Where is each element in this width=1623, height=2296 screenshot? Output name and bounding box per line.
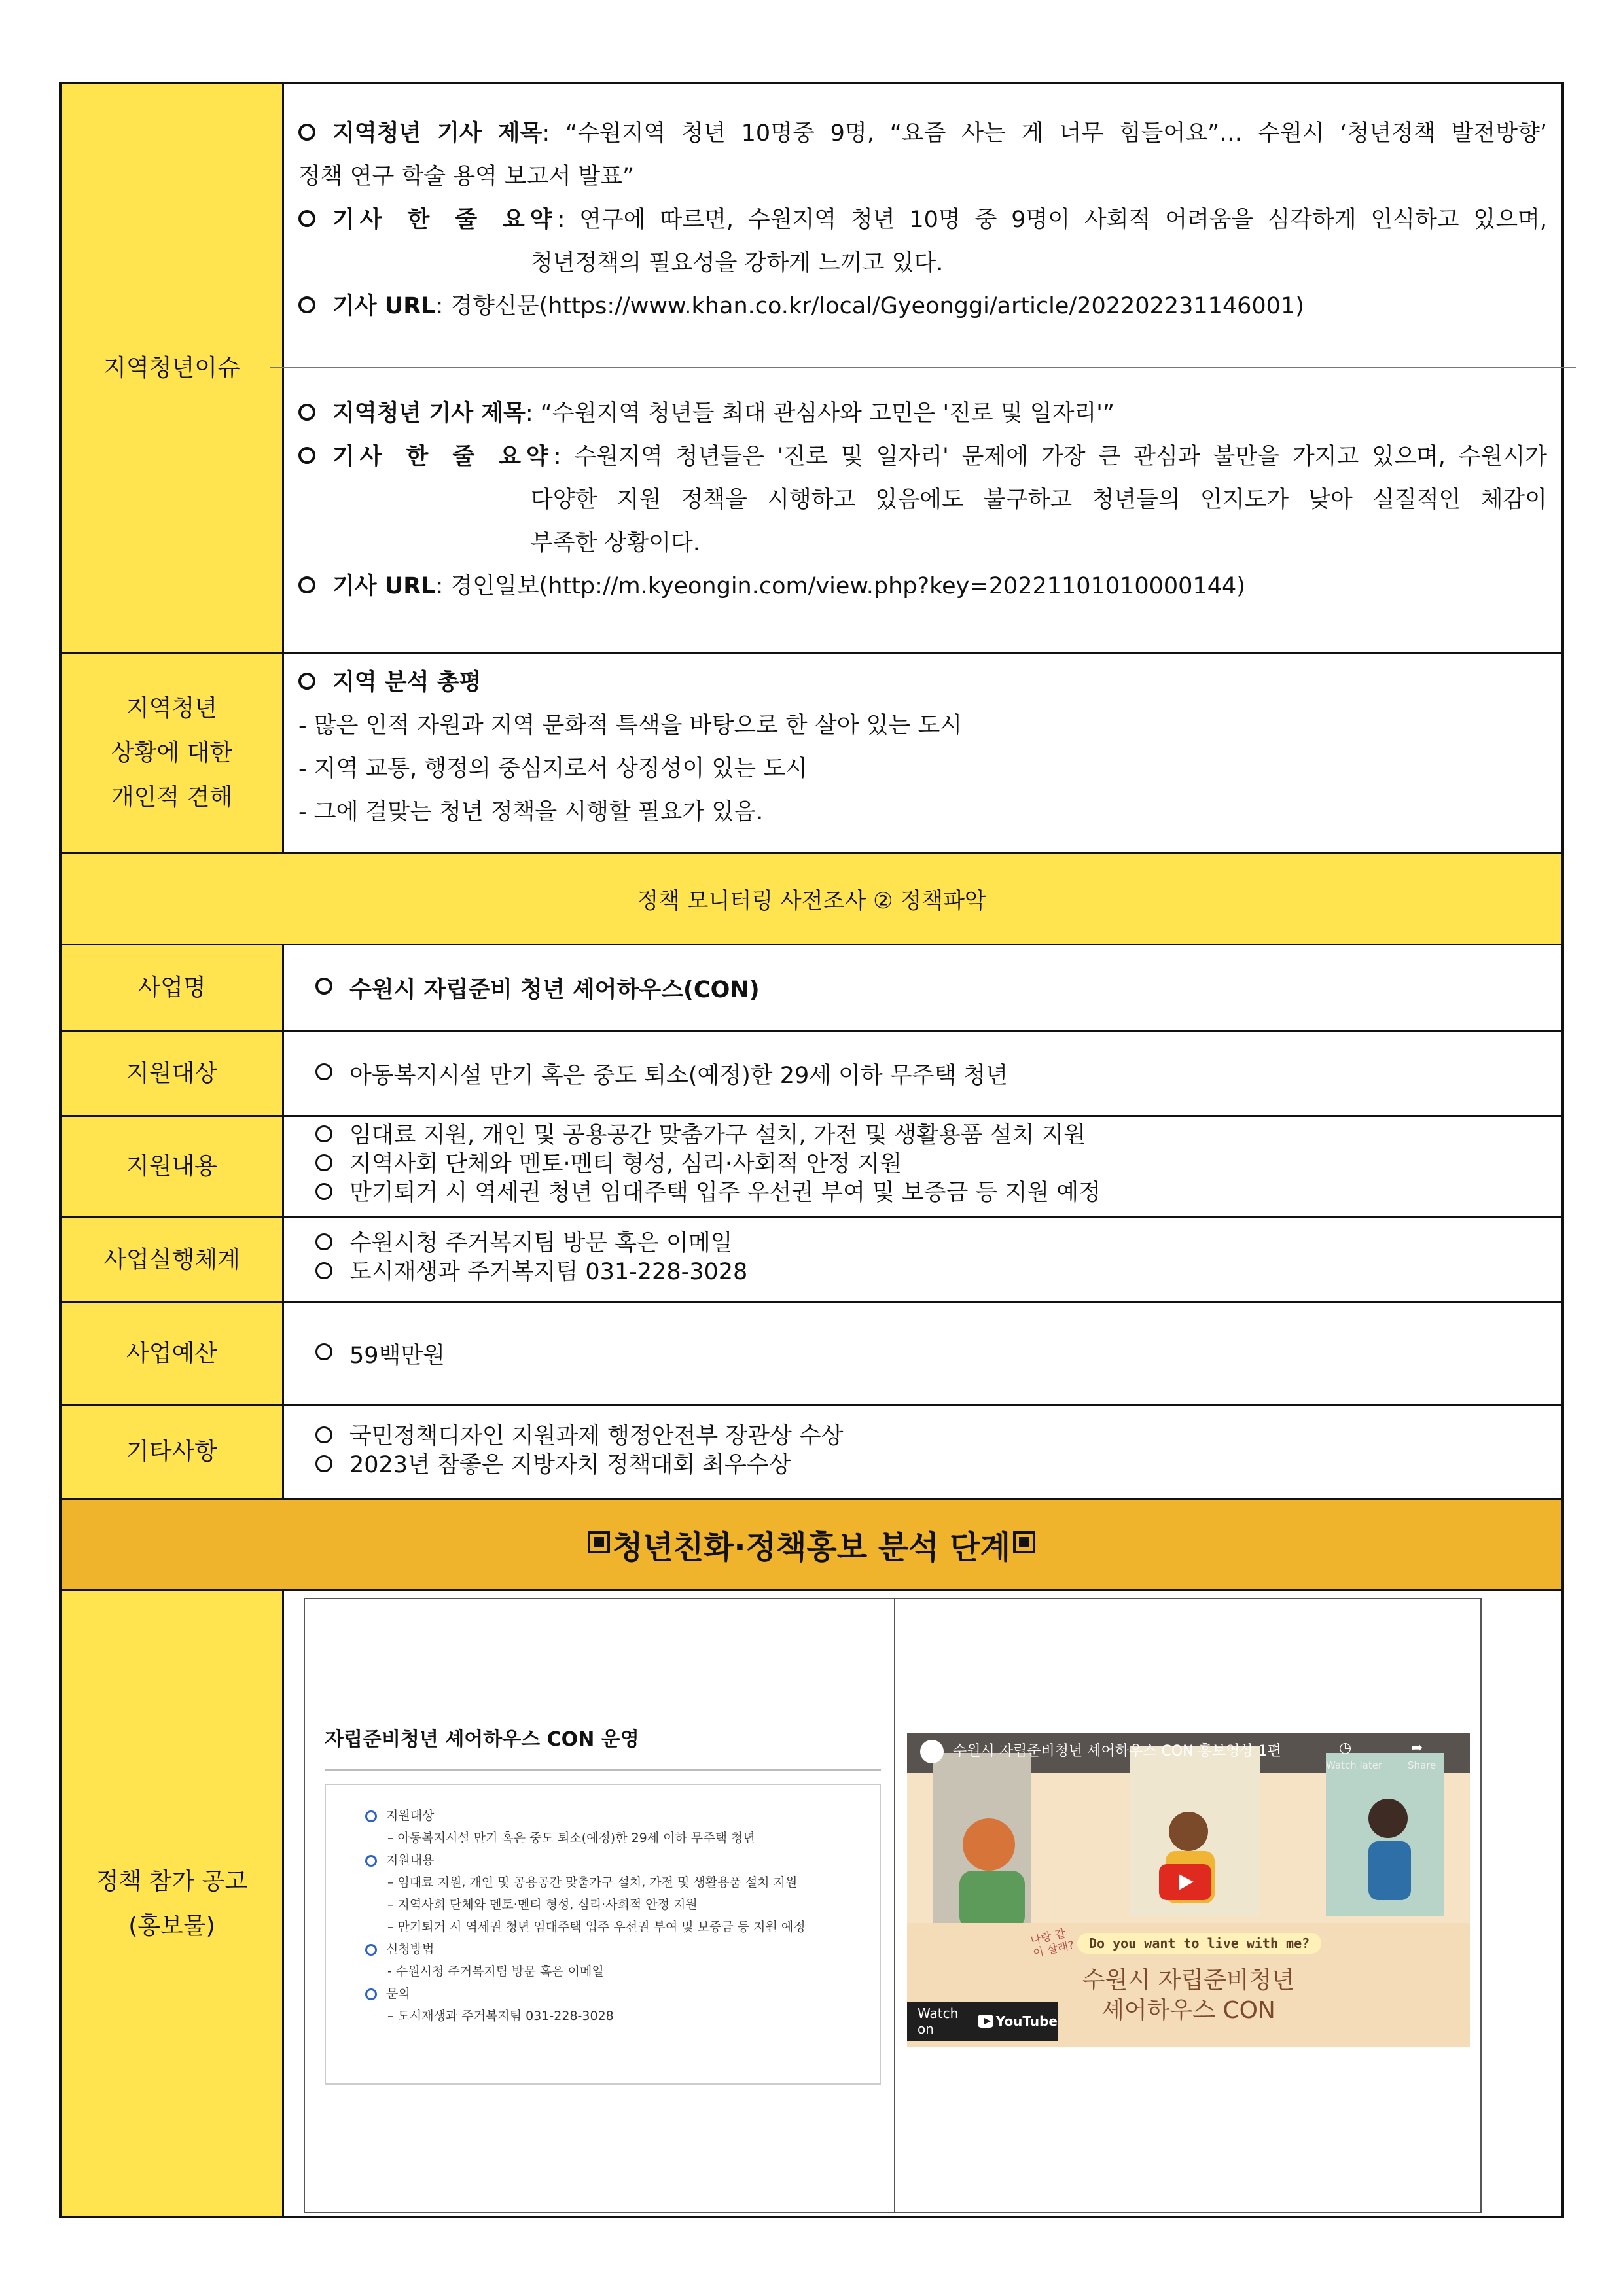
ring-bullet-icon — [365, 1855, 377, 1867]
opinion-label — [62, 654, 284, 852]
target-value: 아동복지시설 만기 혹은 중도 퇴소(예정)한 29세 이하 무주택 청년 — [349, 1062, 1008, 1089]
article-url-label: 기사 URL — [332, 293, 436, 319]
video-caption-1: 수원시 자립준비청년 — [1082, 1967, 1295, 1994]
support-item: 만기퇴거 시 역세권 청년 임대주택 입주 우선권 부여 및 보증금 등 지원 예정 — [349, 1180, 1101, 1206]
video-title[interactable]: 수원시 자립준비청년 셰어하우스 CON 홍보영상 1편 — [953, 1743, 1281, 1759]
target-content — [284, 1032, 1561, 1115]
opinion-heading: 지역 분석 총평 — [332, 669, 482, 696]
poster-divider — [894, 1599, 895, 2212]
article-summary-1: : 연구에 따르면, 수원지역 청년 10명 중 9명이 사회적 어려움을 심각하게 인식하고 있으며, — [557, 207, 1547, 233]
etc-row — [62, 1404, 1561, 1498]
video-caption-2: 셰어하우스 CON — [1101, 1997, 1275, 2024]
leaflet-line: - 수원시청 주거복지팀 방문 혹은 이메일 — [387, 1964, 604, 1979]
leaflet-line: – 도시재생과 주거복지팀 031-228-3028 — [387, 2009, 614, 2023]
article-summary-1: : 수원지역 청년들은 '진로 및 일자리' 문제에 가장 큰 관심과 불만을 가지고 있으며, 수원시가 — [553, 444, 1547, 470]
promo-label-2: (홍보물) — [128, 1912, 215, 1939]
article-summary-label: 기사 한 줄 요약 — [332, 207, 558, 233]
section-header — [62, 1498, 1561, 1589]
circle-bullet-icon — [298, 447, 315, 464]
budget-label: 사업예산 — [62, 1303, 284, 1404]
etc-content — [284, 1406, 1561, 1498]
circle-bullet-icon — [315, 1262, 332, 1279]
ring-bullet-icon — [365, 1988, 377, 2000]
system-content — [284, 1218, 1561, 1301]
support-content — [284, 1117, 1561, 1216]
opinion-point: - 지역 교통, 행정의 중심지로서 상징성이 있는 도시 — [298, 756, 808, 782]
article-url-text[interactable]: : 경향신문(https://www.khan.co.kr/local/Gyeonggi/article/202202231146001) — [435, 293, 1304, 319]
channel-avatar[interactable] — [920, 1740, 944, 1763]
circle-bullet-icon — [315, 1233, 332, 1250]
article-title-label: 지역청년 기사 제목 — [332, 120, 543, 147]
filled-square-icon — [588, 1531, 610, 1553]
section-title: 청년친화·정책홍보 분석 단계 — [612, 1529, 1011, 1566]
circle-bullet-icon — [315, 1063, 332, 1080]
ring-bullet-icon — [365, 1944, 377, 1956]
leaflet-line: – 임대료 지원, 개인 및 공용공간 맞춤가구 설치, 가전 및 생활용품 설치 지원 — [387, 1875, 798, 1890]
article-url-text[interactable]: : 경인일보(http://m.kyeongin.com/view.php?key=20221101010000144) — [435, 573, 1245, 599]
support-label: 지원내용 — [62, 1117, 284, 1216]
leaflet-line: – 아동복지시설 만기 혹은 중도 퇴소(예정)한 29세 이하 무주택 청년 — [387, 1831, 755, 1845]
article-url-label: 기사 URL — [332, 573, 436, 599]
promo-label — [62, 1591, 284, 2216]
business-name-row — [62, 944, 1561, 1030]
opinion-label-1: 지역청년 — [126, 695, 218, 722]
target-row — [62, 1030, 1561, 1115]
circle-bullet-icon — [315, 1426, 332, 1443]
circle-bullet-icon — [315, 1183, 332, 1200]
article-summary-3: 부족한 상황이다. — [531, 530, 700, 556]
report-table — [59, 82, 1564, 2218]
article-summary-2: 다양한 지원 정책을 시행하고 있음에도 불구하고 청년들의 인지도가 낮아 실질적인 체감이 — [531, 487, 1547, 513]
watch-later-label[interactable]: Watch later — [1326, 1759, 1383, 1771]
issue-content — [284, 84, 1561, 652]
issue-label: 지역청년이슈 — [62, 84, 284, 652]
circle-bullet-icon — [298, 404, 315, 421]
business-name-content — [284, 945, 1561, 1030]
policy-leaflet — [325, 1723, 881, 2085]
article-1 — [298, 112, 1547, 328]
circle-bullet-icon — [298, 210, 315, 227]
circle-bullet-icon — [298, 576, 315, 593]
article-divider — [270, 367, 1576, 368]
watch-on-label: Watch on — [918, 2005, 959, 2037]
system-label: 사업실행체계 — [62, 1218, 284, 1301]
article-title-text: : “수원지역 청년들 최대 관심사와 고민은 '진로 및 일자리'” — [525, 400, 1115, 427]
leaflet-rule — [325, 1769, 881, 1771]
promo-label-1: 정책 참가 공고 — [96, 1867, 248, 1895]
circle-bullet-icon — [298, 673, 315, 690]
leaflet-line: – 지역사회 단체와 멘토·멘티 형성, 심리·사회적 안정 지원 — [387, 1898, 698, 1912]
youtube-video-embed[interactable] — [907, 1733, 1470, 2047]
filled-square-icon — [1013, 1531, 1035, 1553]
leaflet-heading — [326, 1983, 880, 2005]
business-name-label: 사업명 — [62, 945, 284, 1030]
clock-icon[interactable]: ◷ — [1339, 1740, 1352, 1756]
leaflet-title: 자립준비청년 셰어하우스 CON 운영 — [325, 1728, 639, 1751]
circle-bullet-icon — [315, 1154, 332, 1171]
opinion-label-3: 개인적 견해 — [111, 784, 233, 811]
article-2 — [298, 392, 1547, 608]
leaflet-heading-text: 지원대상 — [386, 1809, 435, 1823]
circle-bullet-icon — [298, 124, 315, 141]
youtube-logo-icon — [978, 2015, 993, 2028]
leaflet-heading — [326, 1849, 880, 1871]
etc-item: 2023년 참좋은 지방자치 정책대회 최우수상 — [349, 1452, 791, 1478]
share-icon[interactable]: ➦ — [1411, 1740, 1423, 1756]
budget-content — [284, 1303, 1561, 1404]
opinion-label-2: 상황에 대한 — [111, 739, 233, 766]
circle-bullet-icon — [315, 1343, 332, 1360]
opinion-point: - 그에 걸맞는 청년 정책을 시행할 필요가 있음. — [298, 799, 764, 825]
tagline-en: Do you want to live with me? — [1077, 1933, 1321, 1954]
circle-bullet-icon — [315, 1125, 332, 1142]
budget-row — [62, 1301, 1561, 1404]
etc-label: 기타사항 — [62, 1406, 284, 1498]
monitoring-title: 정책 모니터링 사전조사 ② 정책파악 — [62, 852, 1561, 944]
ring-bullet-icon — [365, 1810, 377, 1822]
circle-bullet-icon — [298, 296, 315, 313]
opinion-point: - 많은 인적 자원과 지역 문화적 특색을 바탕으로 한 살아 있는 도시 — [298, 713, 963, 739]
article-title-text-2: 정책 연구 학술 용역 보고서 발표” — [298, 164, 635, 190]
article-title-label: 지역청년 기사 제목 — [332, 400, 526, 427]
system-item: 도시재생과 주거복지팀 031-228-3028 — [349, 1259, 748, 1285]
target-label: 지원대상 — [62, 1032, 284, 1115]
promo-poster — [304, 1598, 1482, 2213]
opinion-content — [284, 654, 1561, 852]
leaflet-line: – 만기퇴거 시 역세권 청년 임대주택 입주 우선권 부여 및 보증금 등 지원 예정 — [387, 1920, 806, 1934]
article-summary-label: 기사 한 줄 요약 — [332, 444, 554, 470]
leaflet-heading-text: 문의 — [386, 1987, 410, 2001]
system-item: 수원시청 주거복지팀 방문 혹은 이메일 — [349, 1230, 733, 1256]
support-item: 임대료 지원, 개인 및 공용공간 맞춤가구 설치, 가전 및 생활용품 설치 지원 — [349, 1122, 1086, 1148]
circle-bullet-icon — [315, 1455, 332, 1472]
circle-bullet-icon — [315, 978, 332, 995]
watch-on-youtube-button[interactable] — [907, 2002, 1058, 2041]
share-label[interactable]: Share — [1408, 1759, 1436, 1771]
system-row — [62, 1216, 1561, 1301]
youtube-label: YouTube — [995, 2013, 1058, 2029]
promo-row — [62, 1589, 1561, 2216]
leaflet-heading-text: 지원내용 — [386, 1853, 435, 1867]
tagline-kr: 나랑 같이 살래? — [1029, 1927, 1076, 1960]
leaflet-heading — [326, 1805, 880, 1827]
support-item: 지역사회 단체와 멘토·멘티 형성, 심리·사회적 안정 지원 — [349, 1151, 902, 1177]
etc-item: 국민정책디자인 지원과제 행정안전부 장관상 수상 — [349, 1423, 844, 1449]
issue-row — [62, 84, 1561, 652]
leaflet-heading-text: 신청방법 — [386, 1942, 435, 1956]
budget-value: 59백만원 — [349, 1343, 445, 1369]
article-title-text: : “수원지역 청년 10명중 9명, “요즘 사는 게 너무 힘들어요”… 수원시 ‘청년정책 발전방향’ — [542, 120, 1547, 147]
support-row — [62, 1115, 1561, 1216]
article-summary-2: 청년정책의 필요성을 강하게 느끼고 있다. — [531, 250, 944, 276]
leaflet-heading — [326, 1938, 880, 1960]
business-name-value: 수원시 자립준비 청년 셰어하우스(CON) — [349, 976, 760, 1003]
opinion-row — [62, 652, 1561, 852]
leaflet-box — [325, 1784, 881, 2085]
